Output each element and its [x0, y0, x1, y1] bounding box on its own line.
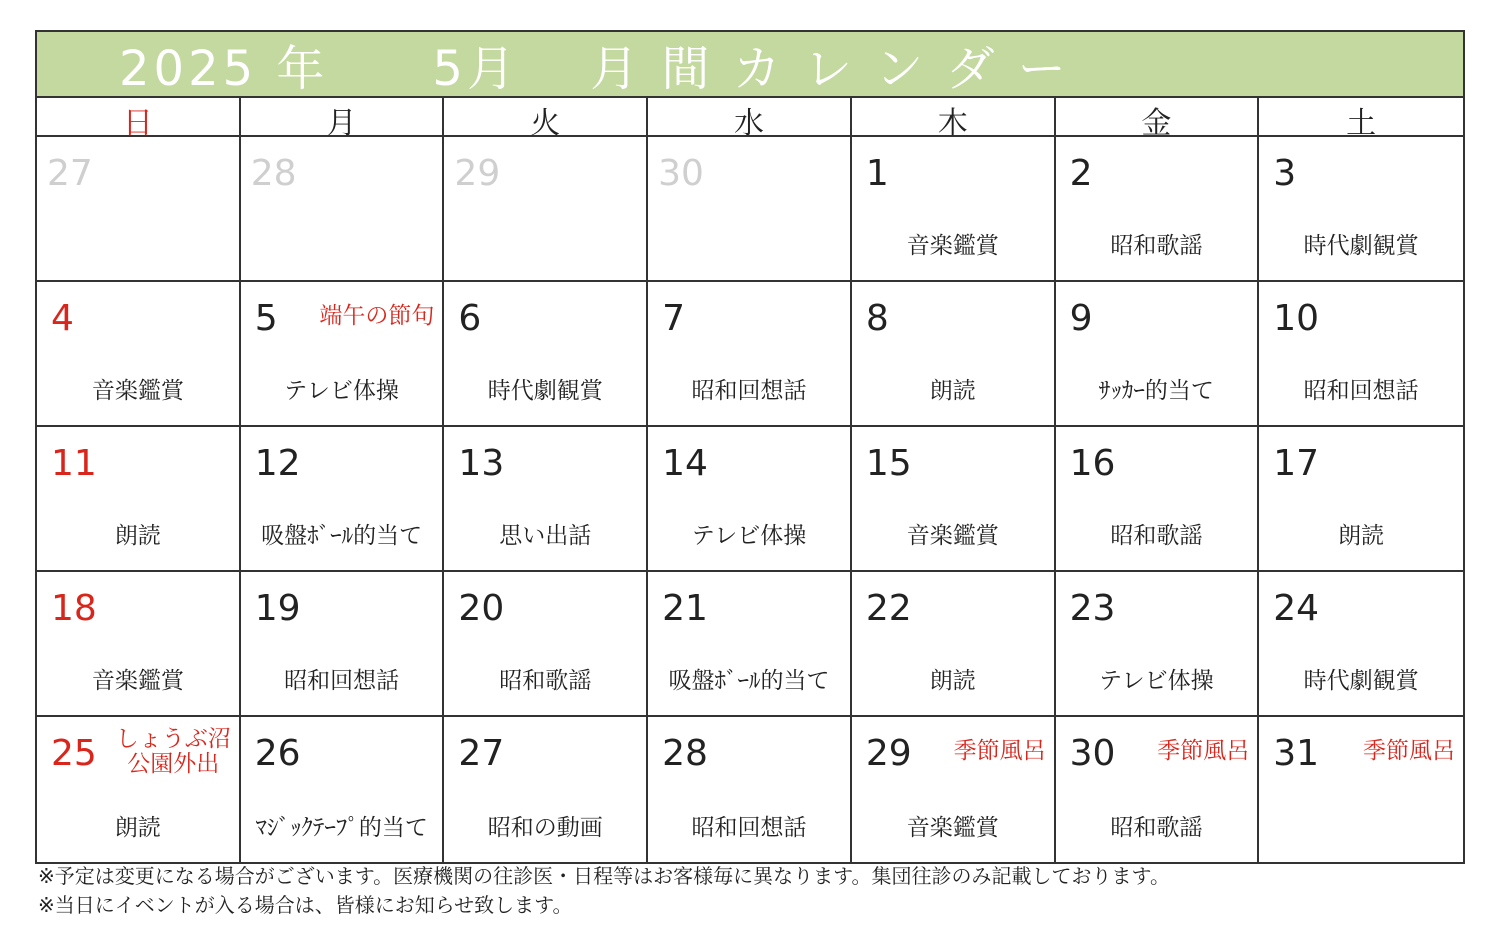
- day-cell: [852, 427, 1056, 572]
- day-number: 25: [51, 733, 97, 774]
- day-cell: [241, 282, 445, 427]
- special-note: しょうぶ沼 公園外出: [115, 726, 231, 778]
- footnote-line: ※当日にイベントが入る場合は、皆様にお知らせ致します。: [38, 893, 573, 917]
- event-label: 朗読: [114, 815, 161, 841]
- day-cell: [1056, 282, 1260, 427]
- event-label: ｻｯｶｰ的当て: [1098, 378, 1214, 404]
- day-number: 30: [1069, 733, 1116, 774]
- day-number: 29: [865, 733, 912, 774]
- day-cell: [37, 572, 241, 717]
- day-cell: [241, 572, 445, 717]
- day-number: 27: [47, 153, 93, 194]
- day-number: 28: [250, 153, 297, 194]
- day-cell: [648, 137, 852, 282]
- day-number: 2: [1069, 153, 1093, 194]
- weekday-mon: 月: [241, 98, 445, 142]
- day-number: 20: [458, 588, 505, 629]
- day-number: 29: [454, 153, 501, 194]
- event-label: 音楽鑑賞: [906, 523, 999, 549]
- weekday-header-row: [37, 98, 1463, 141]
- day-cell: [444, 572, 648, 717]
- event-label: 昭和の動画: [487, 815, 603, 841]
- day-number: 16: [1069, 443, 1116, 484]
- day-cell: [241, 717, 445, 862]
- event-label: ﾏｼﾞｯｸﾃｰﾌﾟ的当て: [255, 815, 428, 841]
- day-number: 1: [865, 153, 889, 194]
- event-label: 昭和歌謡: [1110, 523, 1203, 549]
- day-cell: [444, 282, 648, 427]
- day-number: 23: [1069, 588, 1116, 629]
- day-number: 28: [662, 733, 708, 774]
- weekday-sat: 土: [1346, 106, 1377, 141]
- special-note: 端午の節句: [319, 303, 435, 329]
- day-cell: [37, 137, 241, 282]
- day-grid: [37, 137, 1463, 862]
- day-cell: [1259, 572, 1463, 717]
- day-number: 4: [51, 298, 74, 339]
- event-label: 音楽鑑賞: [91, 378, 184, 404]
- day-cell: [444, 717, 648, 862]
- day-number: 7: [662, 298, 686, 339]
- day-cell: [648, 427, 852, 572]
- day-cell: [1259, 137, 1463, 282]
- day-number: 5: [254, 298, 278, 339]
- day-cell: [1056, 717, 1260, 862]
- monthly-calendar: [35, 30, 1465, 864]
- event-label: 昭和回想話: [691, 378, 807, 404]
- event-label: 朗読: [1338, 523, 1385, 549]
- weekday-wed: 水: [648, 98, 852, 142]
- day-cell: [241, 427, 445, 572]
- event-label: 吸盤ﾎﾞｰﾙ的当て: [668, 668, 830, 694]
- event-label: 吸盤ﾎﾞｰﾙ的当て: [261, 523, 423, 549]
- event-label: 音楽鑑賞: [906, 233, 999, 259]
- special-note: 季節風呂: [953, 738, 1046, 764]
- day-cell: [648, 282, 852, 427]
- day-number: 14: [662, 443, 708, 484]
- day-number: 8: [865, 298, 889, 339]
- footnotes: [38, 862, 1170, 920]
- day-number: 24: [1273, 588, 1320, 629]
- day-cell: [241, 137, 445, 282]
- day-cell: [1056, 137, 1260, 282]
- weekday-thu: 木: [852, 98, 1056, 142]
- day-cell: [852, 717, 1056, 862]
- day-number: 6: [458, 298, 482, 339]
- day-cell: [1259, 717, 1463, 862]
- event-label: 昭和歌謡: [499, 668, 592, 694]
- event-label: 朗読: [929, 378, 976, 404]
- day-cell: [1259, 282, 1463, 427]
- special-note: 季節風呂: [1157, 738, 1250, 764]
- day-cell: [1056, 572, 1260, 717]
- weekday-tue: 火: [444, 98, 648, 142]
- calendar-title: 2025 年 5月 月 間 カ レ ン ダ ー: [119, 40, 1070, 97]
- footnote-line: ※予定は変更になる場合がございます。医療機関の往診医・日程等はお客様毎に異なります。集団往診のみ記載しております。: [38, 864, 1170, 888]
- day-cell: [648, 572, 852, 717]
- event-label: 昭和歌謡: [1110, 233, 1203, 259]
- weekday-sun: 日: [37, 98, 241, 142]
- day-cell: [37, 282, 241, 427]
- event-label: 音楽鑑賞: [91, 668, 184, 694]
- day-number: 18: [51, 588, 97, 629]
- day-number: 13: [458, 443, 505, 484]
- event-label: 昭和回想話: [1303, 378, 1419, 404]
- day-cell: [852, 572, 1056, 717]
- event-label: 思い出話: [499, 523, 592, 549]
- event-label: テレビ体操: [284, 378, 399, 404]
- day-cell: [37, 717, 241, 862]
- day-cell: [444, 427, 648, 572]
- weekday-fri: 金: [1056, 98, 1260, 142]
- day-number: 9: [1069, 298, 1093, 339]
- special-note: 季節風呂: [1362, 738, 1455, 764]
- day-cell: [1259, 427, 1463, 572]
- event-label: 朗読: [114, 523, 161, 549]
- event-label: テレビ体操: [691, 523, 807, 549]
- day-number: 15: [865, 443, 912, 484]
- day-cell: [852, 137, 1056, 282]
- event-label: 時代劇観賞: [487, 378, 603, 404]
- day-number: 17: [1273, 443, 1320, 484]
- event-label: 昭和回想話: [284, 668, 400, 694]
- day-number: 19: [254, 588, 301, 629]
- event-label: 音楽鑑賞: [906, 815, 999, 841]
- day-cell: [37, 427, 241, 572]
- day-cell: [852, 282, 1056, 427]
- event-label: 時代劇観賞: [1303, 668, 1419, 694]
- event-label: 昭和回想話: [691, 815, 807, 841]
- day-cell: [648, 717, 852, 862]
- event-label: 昭和歌謡: [1110, 815, 1203, 841]
- day-number: 12: [254, 443, 301, 484]
- day-number: 11: [51, 443, 97, 484]
- day-cell: [444, 137, 648, 282]
- day-cell: [1056, 427, 1260, 572]
- event-label: 朗読: [929, 668, 976, 694]
- day-number: 26: [254, 733, 301, 774]
- day-number: 3: [1273, 153, 1297, 194]
- day-number: 31: [1273, 733, 1320, 774]
- title-bar: [37, 32, 1463, 98]
- day-number: 22: [865, 588, 912, 629]
- day-number: 30: [658, 153, 704, 194]
- event-label: テレビ体操: [1099, 668, 1214, 694]
- day-number: 21: [662, 588, 708, 629]
- day-number: 27: [458, 733, 505, 774]
- event-label: 時代劇観賞: [1303, 233, 1419, 259]
- day-number: 10: [1273, 298, 1320, 339]
